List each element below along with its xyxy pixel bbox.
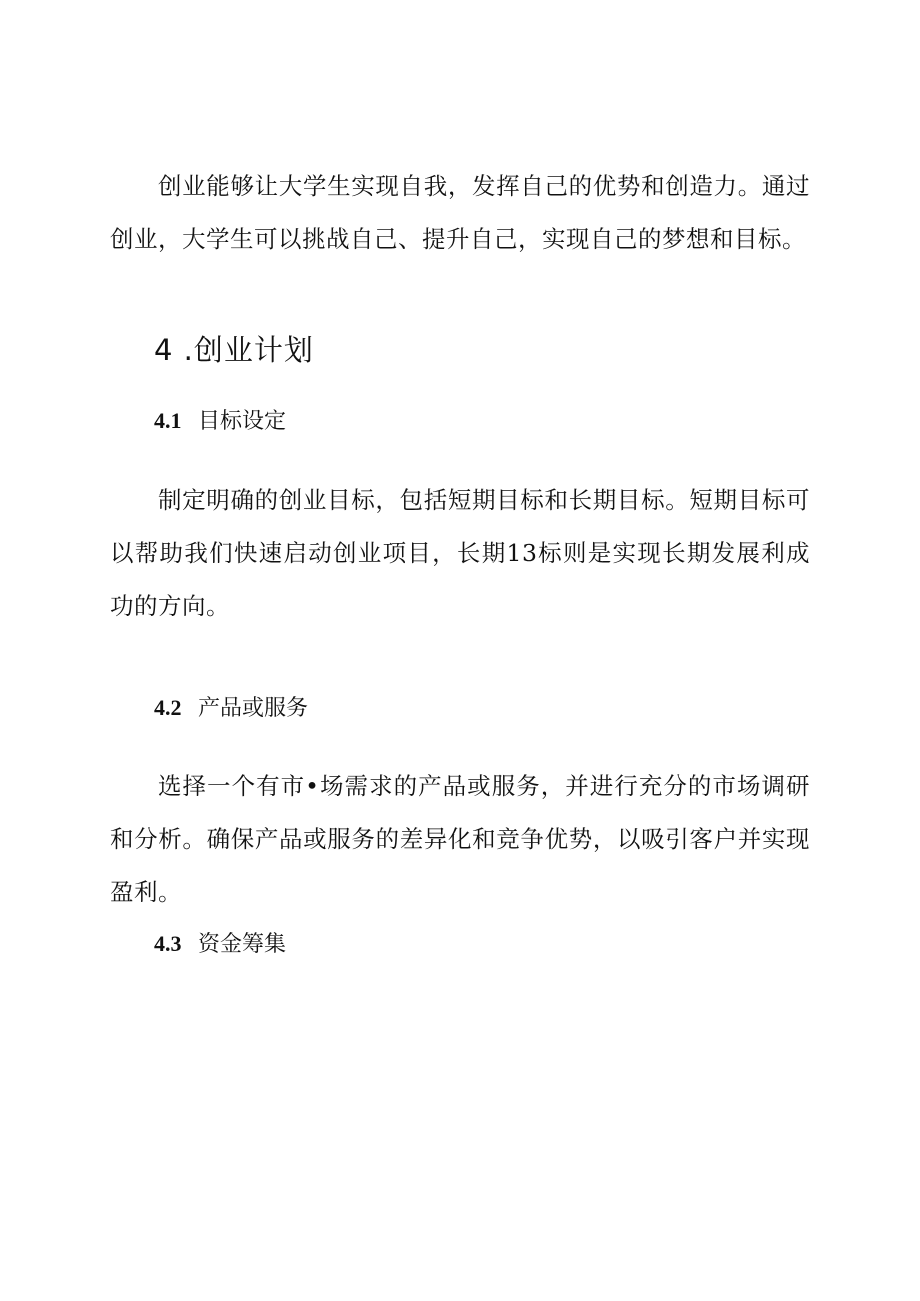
section-4-2-heading — [154, 691, 308, 722]
section-4-2-paragraph: 选择一个有市•场需求的产品或服务，并进行充分的市场调研和分析。确保产品或服务的差异化和竞争优势，以吸引客户并实现盈利。 — [110, 772, 810, 906]
section-title: 目标设定 — [198, 409, 287, 434]
section-number: 4.2 — [154, 695, 182, 720]
section-title: 资金筹集 — [198, 932, 287, 957]
intro-paragraph: 创业能够让大学生实现自我，发挥自己的优势和创造力。通过创业，大学生可以挑战自己、提升自己，实现自己的梦想和目标。 — [110, 172, 810, 253]
section-title: 产品或服务 — [198, 696, 309, 721]
section-number: 4.3 — [154, 931, 182, 956]
section-4-heading: 4 .创业计划 — [154, 333, 314, 367]
section-4-3-heading — [154, 927, 286, 958]
section-4-1-paragraph: 制定明确的创业目标，包括短期目标和长期目标。短期目标可以帮助我们快速启动创业项目，长期13标则是实现长期发展利成功的方向。 — [110, 486, 810, 620]
section-number: 4.1 — [154, 408, 182, 433]
section-4-1-heading — [154, 404, 286, 435]
